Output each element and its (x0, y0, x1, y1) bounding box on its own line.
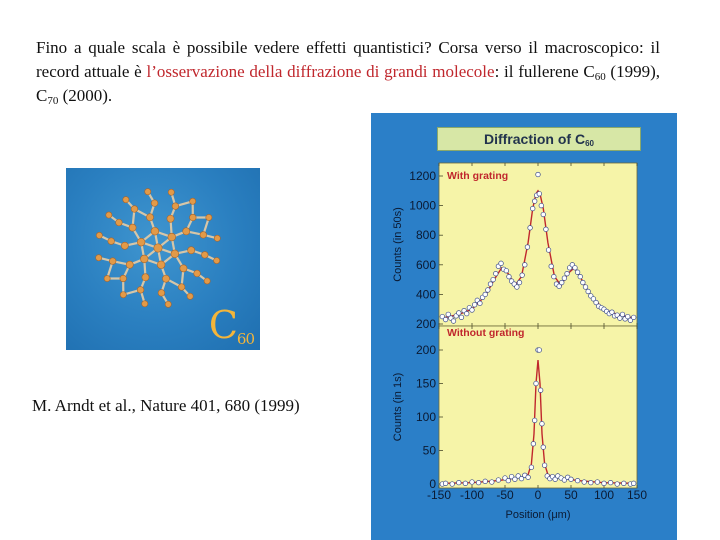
data-point (531, 442, 536, 447)
data-point (552, 274, 557, 279)
data-point (506, 478, 511, 483)
data-point (520, 273, 525, 278)
data-point (470, 308, 475, 313)
data-point (478, 301, 483, 306)
y-tick-label: 800 (415, 228, 436, 243)
molecule-atom (106, 212, 112, 218)
chart-panel (392, 326, 637, 491)
data-point (583, 285, 588, 290)
molecule-atom (206, 214, 212, 220)
c70-subscript: 70 (47, 95, 59, 107)
molecule-atom (204, 278, 210, 284)
panel-label: With grating (447, 170, 509, 182)
data-point (451, 319, 456, 324)
molecule-atom (121, 242, 128, 249)
data-point (493, 271, 498, 276)
molecule-atom (162, 275, 169, 282)
y-axis-label: Counts (in 50s) (392, 207, 404, 282)
data-point (602, 481, 607, 486)
data-point (483, 292, 488, 297)
data-point (546, 248, 551, 253)
data-point (463, 481, 468, 486)
data-point (540, 421, 545, 426)
data-point (472, 302, 477, 307)
intro-text: Fino a quale scala è possibile vedere effetti quantistici? Corsa verso il macroscopico: il record attuale è (36, 38, 660, 81)
x-tick-label: -100 (459, 488, 485, 502)
data-point (573, 265, 578, 270)
molecule-atom (157, 261, 165, 269)
data-point (507, 274, 512, 279)
x-tick-label: 50 (564, 488, 578, 502)
diffraction-figure (371, 113, 677, 540)
y-tick-label: 1200 (409, 169, 436, 183)
molecule-atom (120, 292, 126, 298)
y-tick-label: 0 (429, 477, 436, 491)
molecule-atom (126, 261, 133, 268)
data-point (528, 226, 533, 231)
data-point (459, 315, 464, 320)
data-point (499, 261, 504, 266)
data-point (530, 206, 535, 211)
data-point (578, 274, 583, 279)
data-point (450, 482, 455, 487)
data-point (542, 463, 547, 468)
data-point (491, 277, 496, 282)
data-point (517, 280, 522, 285)
data-point (526, 475, 531, 480)
chart-panel (392, 163, 637, 331)
molecule-atom (129, 224, 136, 231)
intro-year-1999: (1999), C (36, 62, 661, 105)
molecule-atom (137, 238, 145, 246)
molecule-atom (145, 189, 151, 195)
molecule-atom (201, 252, 208, 259)
intro-fullerene: : il fullerene C (494, 62, 595, 81)
data-point (538, 388, 543, 393)
data-point (529, 465, 534, 470)
intro-highlight: l’osservazione della diffrazione di grandi molecole (146, 62, 495, 81)
data-point (544, 227, 549, 232)
data-point (504, 268, 509, 273)
data-point (586, 289, 591, 294)
fullerene-molecule-image (66, 168, 260, 350)
molecule-atom (158, 290, 165, 297)
data-point (443, 481, 448, 486)
data-point (470, 480, 475, 485)
molecule-atom (151, 227, 159, 235)
data-point (490, 480, 495, 485)
data-point (532, 418, 537, 423)
data-point (496, 478, 501, 483)
data-point (483, 479, 488, 484)
y-tick-label: 50 (422, 443, 436, 458)
y-tick-label: 200 (415, 317, 436, 331)
y-tick-label: 400 (415, 287, 436, 302)
molecule-atoms (96, 189, 221, 308)
x-tick-label: -150 (426, 488, 452, 502)
data-point (575, 270, 580, 275)
data-point (539, 203, 544, 208)
molecule-atom (214, 235, 220, 241)
molecule-label-main: C (208, 303, 237, 347)
data-point (631, 315, 636, 320)
data-point (569, 477, 574, 482)
x-axis (427, 488, 647, 502)
data-point (559, 280, 564, 285)
data-point (541, 212, 546, 217)
data-point (532, 199, 537, 204)
diffraction-chart (371, 113, 677, 540)
intro-year-2000: (2000). (58, 86, 113, 105)
molecule-atom (96, 232, 102, 238)
molecule-atom (187, 293, 193, 299)
x-axis-label: Position (μm) (505, 509, 571, 521)
molecule-atom (194, 270, 201, 277)
data-point (581, 280, 586, 285)
molecule-atom (172, 203, 179, 210)
y-tick-label: 100 (415, 410, 436, 424)
molecule-atom (108, 238, 115, 245)
data-point (582, 480, 587, 485)
data-point (534, 381, 539, 386)
molecule-atom (142, 301, 148, 307)
data-point (464, 311, 469, 316)
data-point (562, 276, 567, 281)
data-point (515, 285, 520, 290)
molecule-atom (154, 244, 162, 252)
molecule-atom (167, 215, 174, 222)
y-tick-label: 150 (415, 376, 436, 391)
data-point (443, 317, 448, 322)
molecule-atom (131, 206, 138, 213)
molecule-atom (168, 189, 174, 195)
molecule-atom (123, 197, 129, 203)
data-point (525, 245, 530, 250)
data-point (615, 482, 620, 487)
x-tick-label: 150 (626, 488, 648, 502)
molecule-atom (142, 274, 149, 281)
data-point (541, 445, 546, 450)
molecule-atom (137, 287, 144, 294)
molecule-atom (109, 258, 116, 265)
molecule-atom (168, 233, 176, 241)
y-tick-label: 1000 (409, 198, 436, 213)
molecule-atom (151, 200, 158, 207)
y-axis-label: Counts (in 1s) (392, 372, 404, 442)
molecule-atom (96, 255, 102, 261)
molecule-atom (104, 275, 110, 281)
molecule-atom (171, 250, 179, 258)
data-point (488, 282, 493, 287)
y-tick-label: 600 (415, 257, 436, 272)
molecule-atom (188, 247, 195, 254)
x-tick-label: 100 (593, 488, 615, 502)
molecule-atom (189, 214, 196, 221)
molecule-atom (140, 255, 148, 263)
y-tick-label: 200 (415, 343, 436, 357)
citation-reference: M. Arndt et al., Nature 401, 680 (1999) (32, 396, 300, 415)
data-point (457, 480, 462, 485)
intro-paragraph (36, 36, 660, 108)
chart-title-sub: 60 (585, 139, 594, 148)
molecule-atom (200, 232, 207, 239)
molecule-label-sub: 60 (236, 330, 254, 348)
data-point (476, 480, 481, 485)
data-point (620, 312, 625, 317)
molecule-atom (116, 219, 123, 226)
molecule-atom (120, 275, 127, 282)
data-point (565, 271, 570, 276)
x-tick-label: 0 (534, 488, 542, 502)
data-point (595, 480, 600, 485)
data-point (486, 288, 491, 293)
data-point (536, 172, 541, 177)
data-point (523, 263, 528, 268)
molecule-atom (180, 265, 187, 272)
molecule-atom (190, 198, 196, 204)
data-point (537, 348, 542, 353)
data-point (608, 480, 613, 485)
plot-area (439, 163, 637, 326)
data-point (549, 264, 554, 269)
data-point (575, 478, 580, 483)
c60-subscript: 60 (594, 71, 606, 83)
panel-label: Without grating (447, 327, 525, 339)
molecule-atom (178, 284, 185, 291)
x-tick-label: -50 (496, 488, 514, 502)
molecule-atom (165, 301, 171, 307)
data-point (537, 191, 542, 196)
molecule-atom (183, 228, 190, 235)
molecule-atom (214, 258, 220, 264)
chart-title-main: Diffraction of C (483, 131, 586, 147)
data-point (631, 481, 636, 486)
data-point (589, 480, 594, 485)
data-point (457, 311, 462, 316)
molecule-atom (146, 214, 153, 221)
data-point (622, 481, 627, 486)
molecule-label (209, 303, 254, 348)
